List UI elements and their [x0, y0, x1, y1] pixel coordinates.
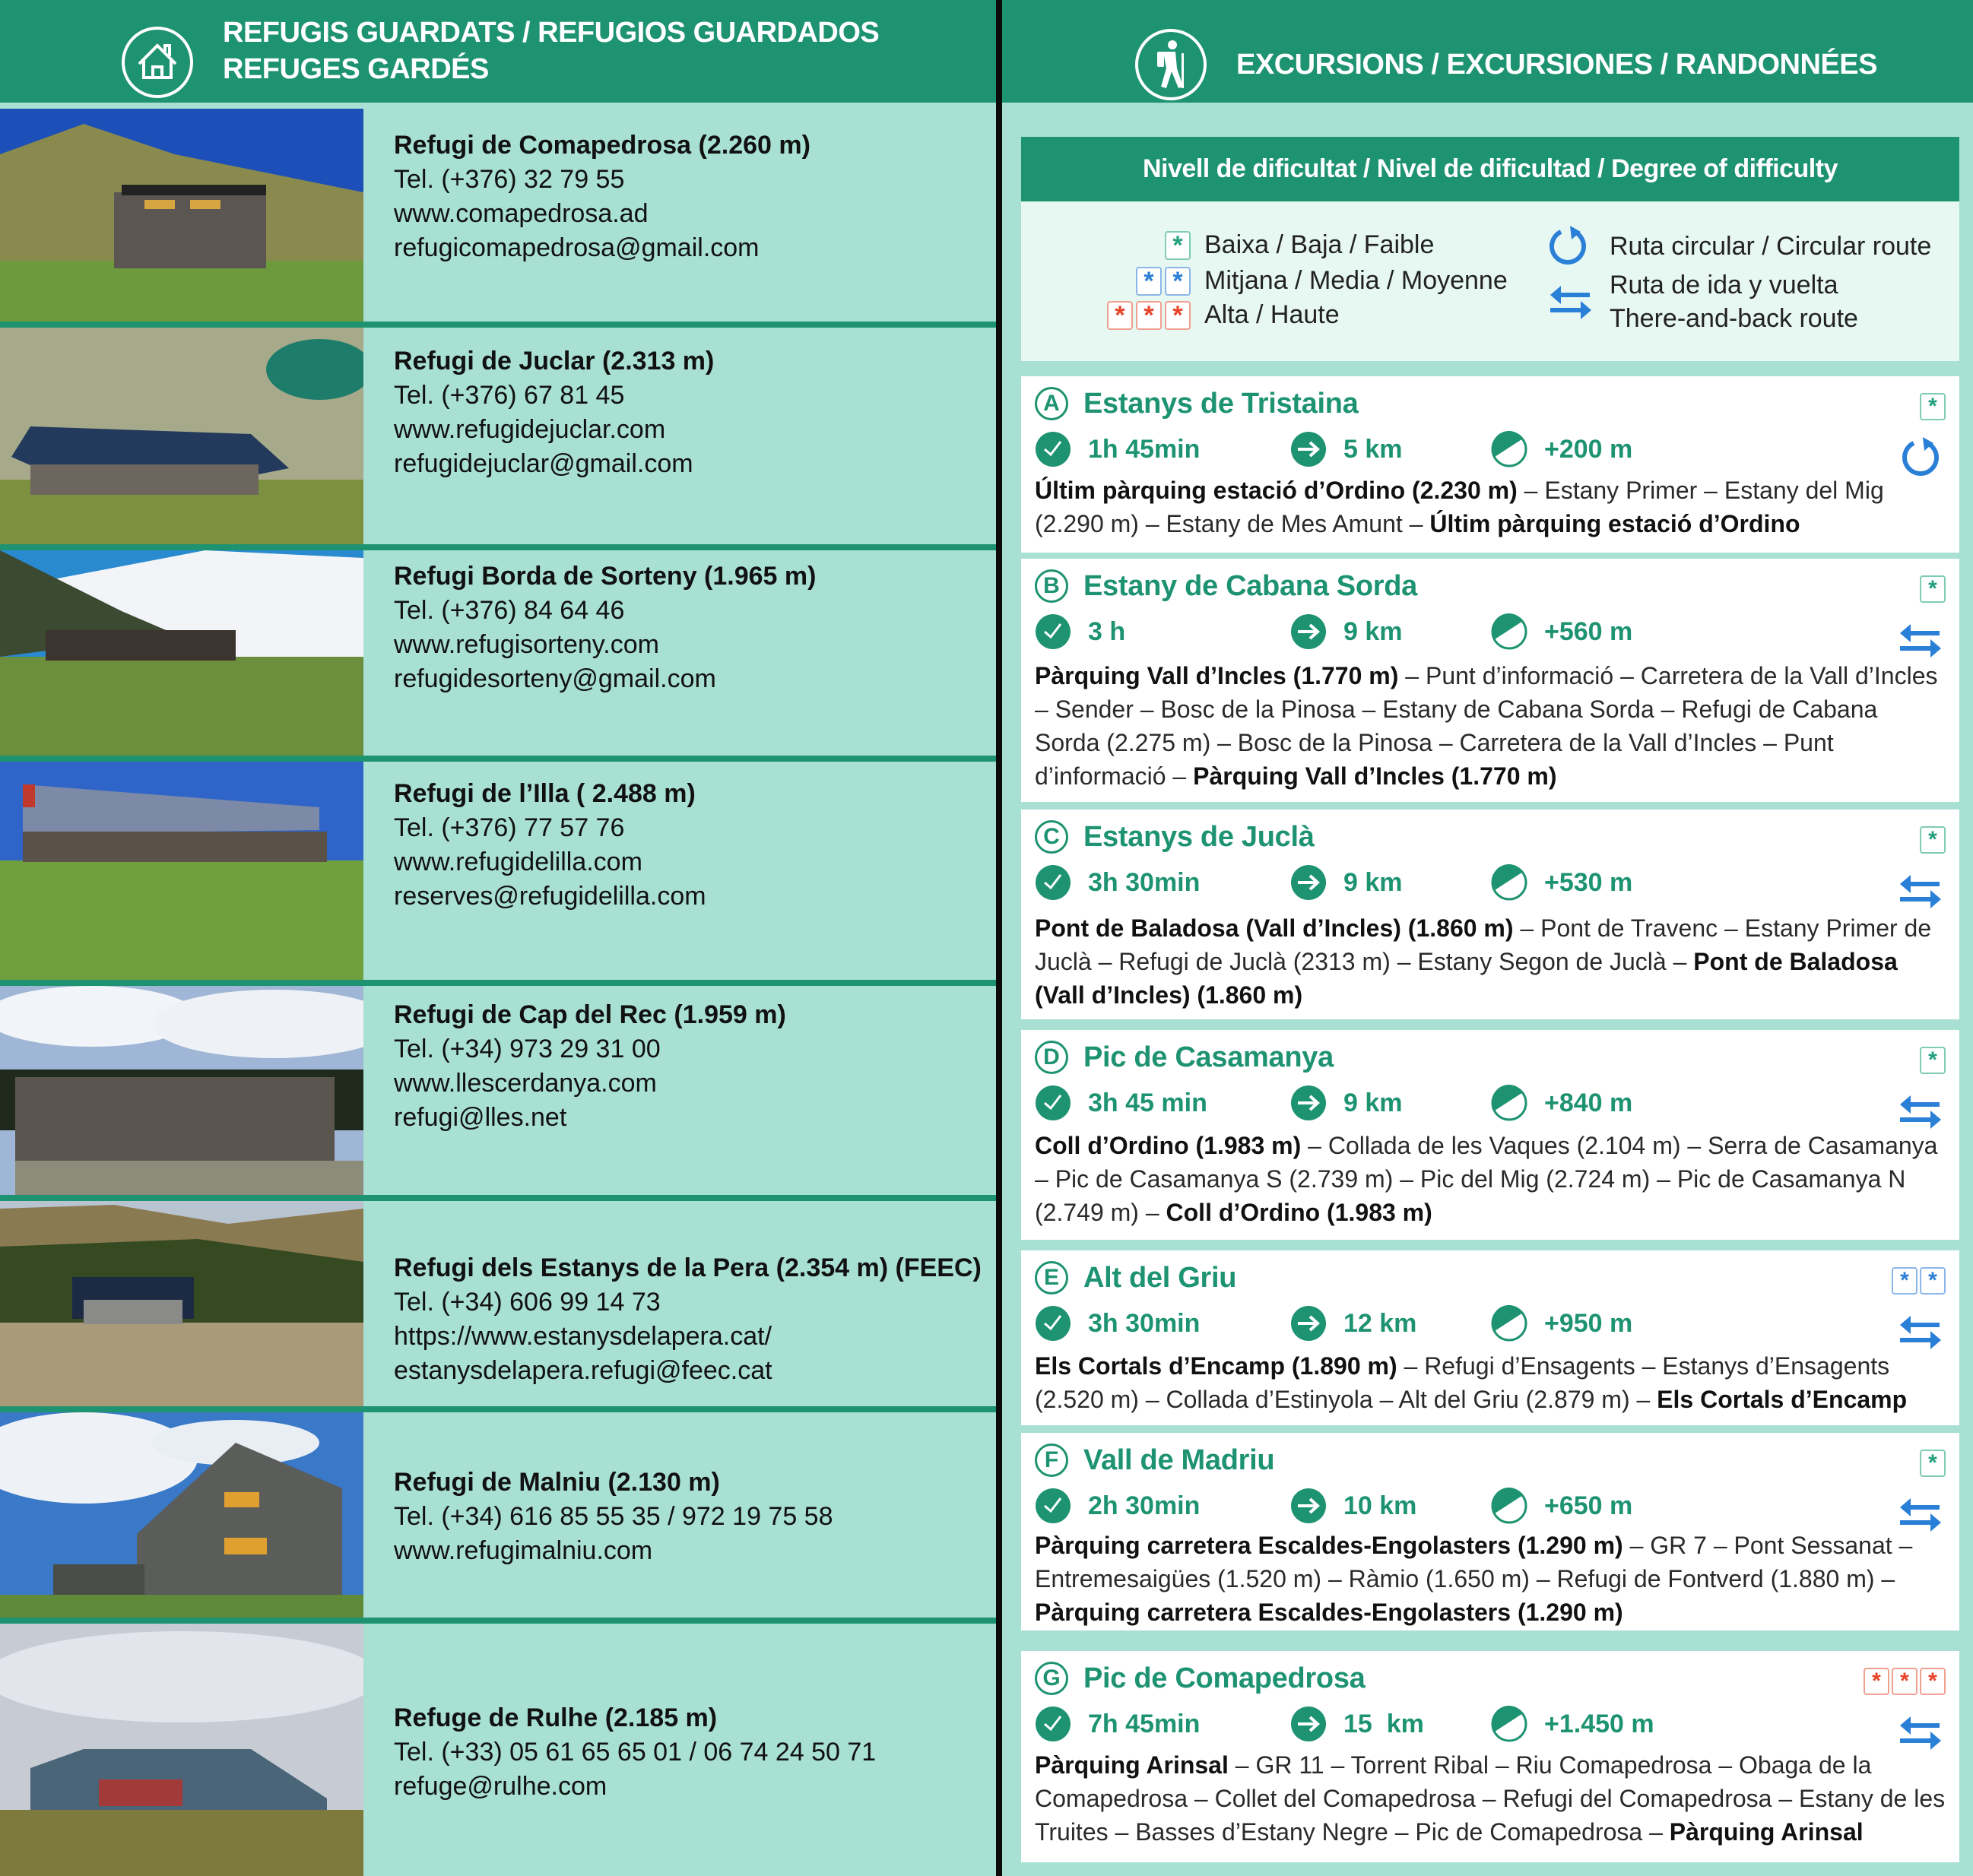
route-time: 1h 45min — [1088, 434, 1201, 464]
route-elevation: +840 m — [1544, 1088, 1633, 1117]
distance-arrow-icon — [1290, 864, 1327, 901]
refuge-name: Refugi de Malniu (2.130 m) — [394, 1468, 720, 1497]
route-distance: 9 km — [1343, 867, 1403, 897]
refuge-name: Refugi de Cap del Rec (1.959 m) — [394, 1000, 786, 1029]
route-description: Pàrquing Arinsal – GR 11 – Torrent Ribal – Riu Comapedrosa – Obaga de la Comapedrosa – Collet del Comapedrosa – Refugi del Comapedrosa – Estany de les Truites – Basses d’Estany Negre – Pic de Comapedrosa – Pàrquing Arinsal — [1035, 1751, 1946, 1846]
easy-star-icon: * — [1920, 393, 1946, 420]
refuge-website[interactable]: www.refugidejuclar.com — [394, 415, 666, 444]
excursions-title: EXCURSIONS / EXCURSIONES / RANDONNÉES — [1236, 49, 1877, 81]
route-name: Pic de Casamanya — [1083, 1041, 1334, 1073]
refuge-email[interactable]: refugidejuclar@gmail.com — [394, 449, 693, 478]
hard-star-icon: * — [1107, 301, 1133, 330]
refuges-title-line2: REFUGES GARDÉS — [223, 53, 489, 85]
distance-arrow-icon — [1290, 1085, 1327, 1121]
excursions-header — [1002, 0, 1973, 103]
excursions-page — [1002, 0, 1973, 1876]
hard-star-icon: * — [1165, 301, 1191, 330]
legend-easy: * Baixa / Baja / Faible — [1109, 230, 1434, 260]
route-distance: 9 km — [1343, 1088, 1403, 1117]
there-and-back-icon — [1897, 869, 1943, 917]
easy-star-icon: * — [1920, 1047, 1946, 1074]
divider — [0, 1195, 996, 1201]
clock-icon — [1035, 431, 1071, 467]
refuge-entry — [0, 550, 996, 756]
refuge-website[interactable]: https://www.estanysdelapera.cat/ — [394, 1322, 772, 1351]
route-name: Vall de Madriu — [1083, 1443, 1275, 1476]
refuge-website[interactable]: www.refugidelilla.com — [394, 848, 642, 876]
clock-icon — [1035, 1305, 1071, 1342]
clock-icon — [1035, 613, 1071, 650]
there-and-back-icon — [1547, 280, 1593, 324]
refuge-phone[interactable]: Tel. (+376) 32 79 55 — [394, 165, 625, 194]
hard-star-icon: * — [1920, 1668, 1946, 1695]
route-distance: 10 km — [1343, 1491, 1417, 1520]
refuge-name: Refugi de Comapedrosa (2.260 m) — [394, 131, 810, 160]
route-description: Coll d’Ordino (1.983 m) – Collada de les Vaques (2.104 m) – Serra de Casamanya – Pic de Casamanya S (2.739 m) – Pic del Mig (2.724 m) – Pic de Casamanya N (2.749 m) – Coll d’Ordino (1.983 m) — [1035, 1132, 1938, 1226]
easy-star-icon: * — [1165, 231, 1191, 260]
refuge-info — [394, 1201, 996, 1406]
route-time: 3 h — [1088, 616, 1126, 646]
refuge-phone[interactable]: Tel. (+34) 606 99 14 73 — [394, 1288, 661, 1317]
clock-icon — [1035, 1085, 1071, 1121]
route-name: Pic de Comapedrosa — [1083, 1662, 1366, 1694]
refuge-info — [394, 550, 996, 756]
refuge-name: Refugi de l’Illa ( 2.488 m) — [394, 779, 696, 808]
route-card[interactable] — [1021, 1030, 1959, 1240]
distance-arrow-icon — [1290, 1488, 1327, 1524]
legend-there-and-back: Ruta de ida y vuelta There-and-back route — [1547, 268, 1858, 335]
refuge-website[interactable]: www.refugisorteny.com — [394, 630, 659, 659]
refuge-info — [394, 109, 996, 322]
refuge-email[interactable]: refugi@lles.net — [394, 1103, 567, 1132]
refuge-photo-cap-del-rec — [0, 986, 363, 1195]
easy-star-icon: * — [1920, 575, 1946, 603]
refuge-entry — [0, 986, 996, 1195]
route-card[interactable] — [1021, 1651, 1959, 1862]
clock-icon — [1035, 1706, 1071, 1742]
route-description: Els Cortals d’Encamp (1.890 m) – Refugi d’Ensagents – Estanys d’Ensagents (2.520 m) – Collada d’Estinyola – Alt del Griu (2.879 m) – Els Cortals d’Encamp — [1035, 1352, 1908, 1413]
route-letter-badge: C — [1035, 820, 1068, 854]
refuge-phone[interactable]: Tel. (+33) 05 61 65 65 01 / 06 74 24 50 71 — [394, 1738, 877, 1767]
route-description: Pàrquing carretera Escaldes-Engolasters (1.290 m) – GR 7 – Pont Sessanat – Entremesaigües (1.520 m) – Ràmio (1.650 m) – Refugi de Fontverd (1.880 m) – Pàrquing carretera Escaldes-Engolasters (1.290 m) — [1035, 1532, 1913, 1626]
difficulty-badge — [1920, 826, 1946, 854]
route-letter-badge: B — [1035, 569, 1068, 603]
distance-arrow-icon — [1290, 613, 1327, 650]
legend-hard: * * * Alta / Haute — [1109, 300, 1340, 330]
refuge-entry — [0, 1412, 996, 1618]
difficulty-badge — [1920, 393, 1946, 420]
clock-icon — [1035, 1488, 1071, 1524]
refuges-title-line1: REFUGIS GUARDATS / REFUGIOS GUARDADOS — [223, 17, 880, 49]
refuge-entry — [0, 762, 996, 980]
route-card[interactable] — [1021, 559, 1959, 802]
refuge-phone[interactable]: Tel. (+376) 84 64 46 — [394, 596, 625, 625]
route-description: Pont de Baladosa (Vall d’Incles) (1.860 m) – Pont de Travenc – Estany Primer de Juclà – Refugi de Juclà (2313 m) – Estany Segon de Juclà – Pont de Baladosa (Vall d’Incles) (1.860 m) — [1035, 914, 1932, 1009]
route-distance: 15 km — [1343, 1709, 1424, 1738]
refuge-entry — [0, 328, 996, 544]
refuge-website[interactable]: www.comapedrosa.ad — [394, 199, 649, 228]
route-card[interactable] — [1021, 376, 1959, 553]
refuge-name: Refugi de Juclar (2.313 m) — [394, 347, 715, 376]
refuge-entry — [0, 109, 996, 322]
route-letter-badge: E — [1035, 1261, 1068, 1295]
difficulty-legend-title: Nivell de dificultat / Nivel de dificultad / Degree of difficulty — [1021, 137, 1959, 201]
refuge-info — [394, 986, 996, 1195]
refuge-info — [394, 762, 996, 980]
hiker-icon — [1135, 29, 1207, 100]
legend-circular: Ruta circular / Circular route — [1547, 224, 1931, 268]
route-name: Estanys de Juclà — [1083, 820, 1315, 853]
medium-star-icon: * — [1892, 1267, 1917, 1295]
refuge-photo-malniu — [0, 1412, 363, 1618]
route-description: Pàrquing Vall d’Incles (1.770 m) – Punt d’informació – Carretera de la Vall d’Incles – Sender – Bosc de la Pinosa – Estany de Cabana Sorda – Refugi de Cabana Sorda (2.275 m) – Bosc de la Pinosa – Carretera de la Vall d’Incles – Punt d’informació – Pàrquing Vall d’Incles (1.770 m) — [1035, 662, 1938, 790]
refuge-info — [394, 1412, 996, 1618]
difficulty-badge — [1920, 1047, 1946, 1074]
route-elevation: +530 m — [1544, 867, 1633, 897]
refuge-info — [394, 1624, 996, 1876]
route-name: Estanys de Tristaina — [1083, 387, 1359, 420]
divider — [0, 322, 996, 328]
divider — [0, 1406, 996, 1412]
refuge-email[interactable]: refuge@rulhe.com — [394, 1772, 607, 1801]
distance-arrow-icon — [1290, 431, 1327, 467]
route-elevation: +560 m — [1544, 616, 1633, 646]
route-letter-badge: A — [1035, 387, 1068, 420]
route-elevation: +950 m — [1544, 1308, 1633, 1338]
divider — [0, 756, 996, 762]
route-time: 3h 45 min — [1088, 1088, 1207, 1117]
refuge-photo-comapedrosa — [0, 109, 363, 322]
route-letter-badge: D — [1035, 1041, 1068, 1074]
difficulty-legend — [1021, 201, 1959, 361]
refuge-email[interactable]: estanysdelapera.refugi@feec.cat — [394, 1356, 772, 1385]
clock-icon — [1035, 864, 1071, 901]
route-card[interactable] — [1021, 1433, 1959, 1630]
elevation-icon — [1491, 613, 1527, 650]
elevation-icon — [1491, 1305, 1527, 1342]
medium-star-icon: * — [1920, 1267, 1946, 1295]
elevation-icon — [1491, 864, 1527, 901]
refuge-phone[interactable]: Tel. (+376) 67 81 45 — [394, 381, 625, 410]
route-letter-badge: F — [1035, 1443, 1068, 1477]
refuge-name: Refugi dels Estanys de la Pera (2.354 m) (FEEC) — [394, 1253, 982, 1282]
elevation-icon — [1491, 431, 1527, 467]
route-time: 2h 30min — [1088, 1491, 1201, 1520]
elevation-icon — [1491, 1706, 1527, 1742]
refuge-photo-rulhe — [0, 1624, 363, 1876]
refuge-photo-illa — [0, 762, 363, 980]
route-card[interactable] — [1021, 810, 1959, 1019]
refuge-phone[interactable]: Tel. (+376) 77 57 76 — [394, 813, 625, 842]
divider — [0, 544, 996, 550]
route-distance: 9 km — [1343, 616, 1403, 646]
refuge-email[interactable]: refugicomapedrosa@gmail.com — [394, 233, 760, 262]
route-elevation: +1.450 m — [1544, 1709, 1654, 1738]
easy-star-icon: * — [1920, 826, 1946, 854]
medium-star-icon: * — [1165, 267, 1191, 296]
refuge-email[interactable]: refugidesorteny@gmail.com — [394, 664, 716, 693]
difficulty-badge — [1920, 575, 1946, 603]
refuge-name: Refuge de Rulhe (2.185 m) — [394, 1703, 718, 1732]
difficulty-badge — [1892, 1267, 1946, 1295]
divider — [0, 1618, 996, 1624]
difficulty-badge — [1864, 1668, 1946, 1695]
route-letter-badge: G — [1035, 1662, 1068, 1695]
refuges-header — [0, 0, 996, 103]
refuge-info — [394, 328, 996, 544]
medium-star-icon: * — [1136, 267, 1162, 296]
refuge-name: Refugi Borda de Sorteny (1.965 m) — [394, 562, 817, 591]
refuge-email[interactable]: reserves@refugidelilla.com — [394, 882, 706, 911]
hard-star-icon: * — [1864, 1668, 1889, 1695]
refuge-photo-estanys-de-la-pera — [0, 1201, 363, 1406]
hard-star-icon: * — [1136, 301, 1162, 330]
refuge-phone[interactable]: Tel. (+34) 973 29 31 00 — [394, 1035, 661, 1063]
elevation-icon — [1491, 1488, 1527, 1524]
route-elevation: +650 m — [1544, 1491, 1633, 1520]
route-card[interactable] — [1021, 1250, 1959, 1425]
route-name: Alt del Griu — [1083, 1261, 1237, 1294]
route-time: 3h 30min — [1088, 867, 1201, 897]
elevation-icon — [1491, 1085, 1527, 1121]
distance-arrow-icon — [1290, 1706, 1327, 1742]
route-name: Estany de Cabana Sorda — [1083, 569, 1417, 602]
circular-route-icon — [1547, 224, 1590, 268]
route-distance: 12 km — [1343, 1308, 1417, 1338]
refuge-entry — [0, 1201, 996, 1406]
refuge-entry — [0, 1624, 996, 1876]
refuge-house-icon — [122, 27, 193, 98]
route-time: 3h 30min — [1088, 1308, 1201, 1338]
hard-star-icon: * — [1892, 1668, 1917, 1695]
refuge-phone[interactable]: Tel. (+34) 616 85 55 35 / 972 19 75 58 — [394, 1502, 833, 1531]
refuge-photo-sorteny — [0, 550, 363, 756]
distance-arrow-icon — [1290, 1305, 1327, 1342]
easy-star-icon: * — [1920, 1450, 1946, 1477]
refuge-photo-juclar — [0, 328, 363, 544]
route-distance: 5 km — [1343, 434, 1403, 464]
difficulty-badge — [1920, 1450, 1946, 1477]
refuge-website[interactable]: www.refugimalniu.com — [394, 1536, 653, 1565]
route-time: 7h 45min — [1088, 1709, 1201, 1738]
refuge-website[interactable]: www.llescerdanya.com — [394, 1069, 657, 1098]
route-elevation: +200 m — [1544, 434, 1633, 464]
legend-medium: * * Mitjana / Media / Moyenne — [1109, 266, 1508, 296]
divider — [0, 980, 996, 986]
route-description: Últim pàrquing estació d’Ordino (2.230 m) – Estany Primer – Estany del Mig (2.290 m) – Estany de Mes Amunt – Últim pàrquing estació d’Ordino — [1035, 477, 1884, 537]
